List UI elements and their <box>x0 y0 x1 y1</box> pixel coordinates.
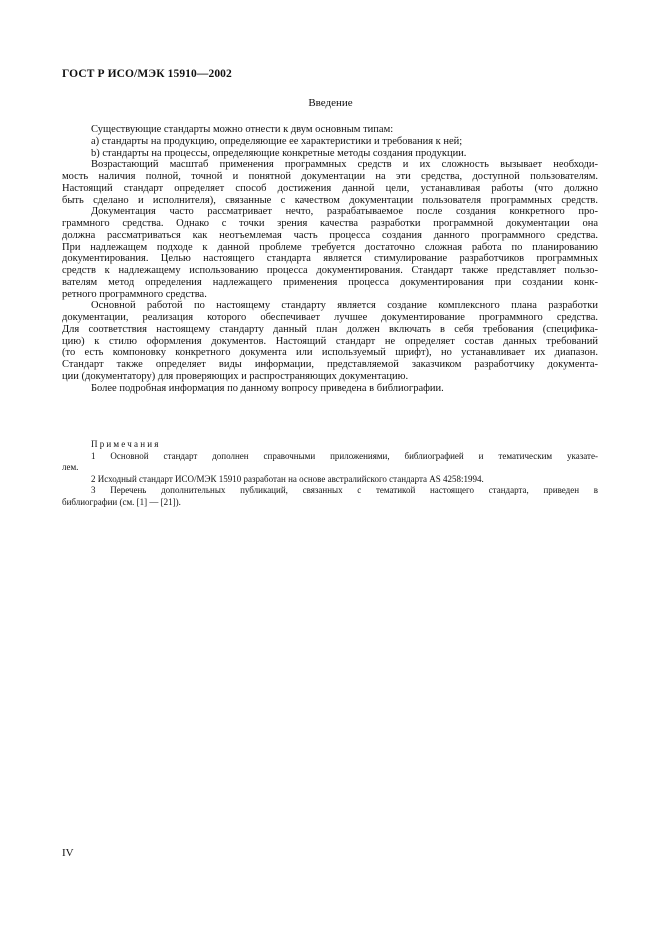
body-text <box>62 124 598 394</box>
paragraph-line: Возрастающий масштаб применения программных средств и их сложность вызывает необходи- <box>91 159 598 171</box>
paragraph-line: Настоящий стандарт определяет способ достижения данной цели, устанавливая работы (что должно <box>62 182 598 194</box>
paragraph-line: а) стандарты на продукцию, определяющие ее характеристики и требования к ней; <box>91 135 463 147</box>
paragraph-line: ции (документатору) для проверяющих и распространяющих документацию. <box>62 370 409 382</box>
paragraph-line: Стандарт также определяет виды информации, представляемой заказчиком разработчику документа- <box>62 359 598 370</box>
paragraph-line: Документация часто рассматривает нечто, разрабатываемое после создания конкретного про- <box>91 206 598 218</box>
note-line: лем. <box>62 462 79 472</box>
note-line: 1 Основной стандарт дополнен справочными приложениями, библиографией и тематическим указате- <box>91 450 598 461</box>
paragraph-line: должна рассматриваться как неотъемлемая часть процесса создания данного программного средства. <box>62 229 598 241</box>
notes-block <box>62 439 598 508</box>
paragraph-line: вателям метод определения надлежащего применения процесса документирования при создании конк- <box>62 276 598 288</box>
paragraph-line: мость наличия полной, точной и понятной документации на эти средства, доступной пользователям. <box>62 171 598 182</box>
note-line: 3 Перечень дополнительных публикаций, связанных с тематикой настоящего стандарта, приведен в <box>91 485 598 495</box>
paragraph-line: документации, реализация которого обеспечивает лучшее документирование программного средства. <box>62 312 598 323</box>
section-title: Введение <box>308 97 353 109</box>
paragraph-line: Для соответствия настоящему стандарту данный план должен включать в себя требования (специфика- <box>62 323 598 335</box>
paragraph-line: цию) к стилю оформления документов. Настоящий стандарт не определяет состав данных требований <box>62 335 598 347</box>
paragraph-line: b) стандарты на процессы, определяющие конкретные методы создания продукции. <box>91 147 467 159</box>
page-number: IV <box>62 847 74 859</box>
paragraph-line: документирования. Целью настоящего стандарта является стимулирование разработчиков программных <box>62 253 598 265</box>
paragraph-line: Более подробная информация по данному вопросу приведена в библиографии. <box>91 382 444 394</box>
paragraph-line: Основной работой по настоящему стандарту является создание комплексного плана разработки <box>91 300 598 312</box>
paragraph-line: При надлежащем подходе к данной проблеме требуется достаточно сложная работа по планированию <box>62 241 598 253</box>
paragraph-line: быть сделано и исполнителя), связанные с качеством документации пользователя программных средств. <box>62 194 598 206</box>
paragraph-line: граммного средства. Однако с точки зрения качества разработки программной документации она <box>62 218 598 229</box>
note-line: 2 Исходный стандарт ИСО/МЭК 15910 разработан на основе австралийского стандарта AS 4258:1994. <box>91 473 484 484</box>
paragraph-line: Существующие стандарты можно отнести к двум основным типам: <box>91 124 394 135</box>
notes-heading: Примечания <box>91 439 161 449</box>
paragraph-line: ретного программного средства. <box>62 288 207 300</box>
note-line: библиографии (см. [1] — [21]). <box>62 496 181 507</box>
paragraph-line: (то есть компоновку конкретного документа или используемый шрифт), но устанавливает их диапазон. <box>62 347 598 359</box>
paragraph-line: средств к надлежащему использованию процесса документирования. Стандарт также представляет пользо- <box>62 265 598 276</box>
document-header: ГОСТ Р ИСО/МЭК 15910—2002 <box>62 68 232 80</box>
